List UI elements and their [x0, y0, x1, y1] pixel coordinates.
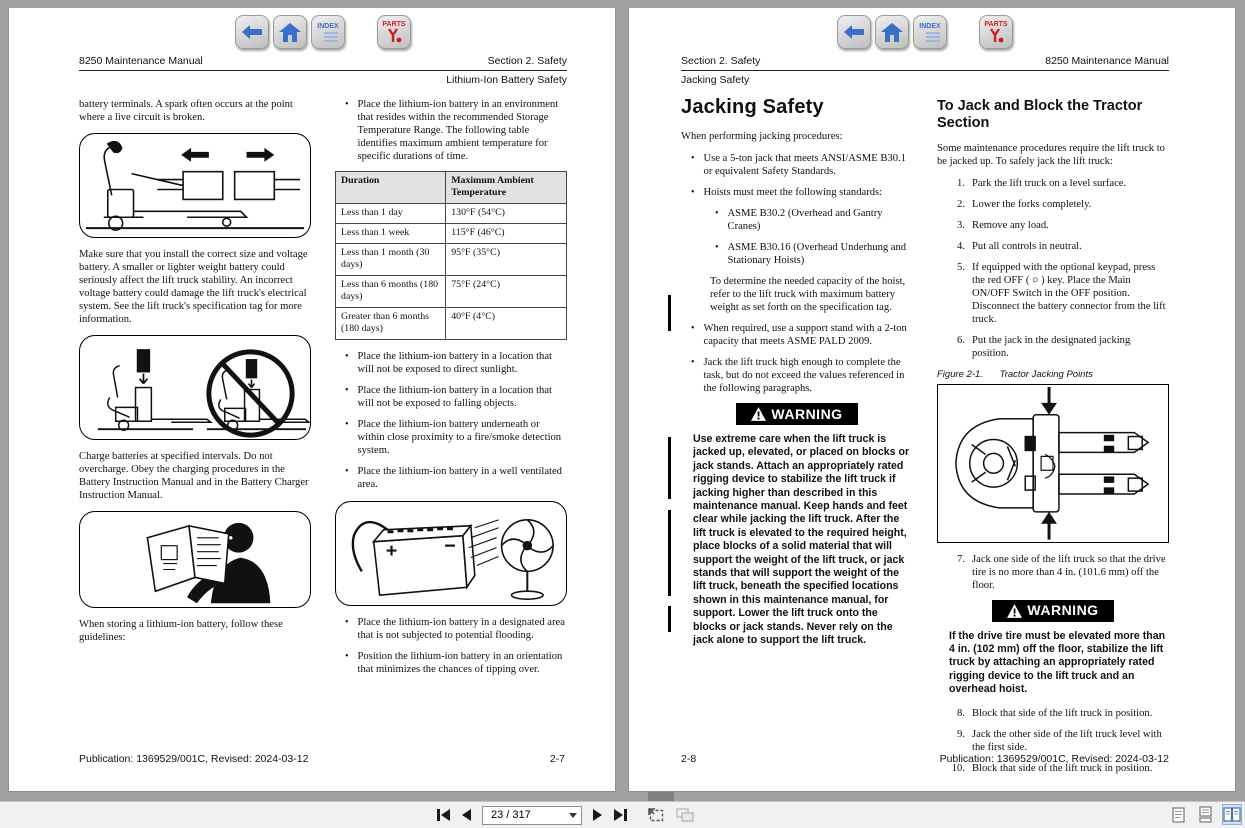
- page-nav-icon-row: [681, 8, 1169, 53]
- header-left: 8250 Maintenance Manual: [79, 55, 203, 67]
- back-button[interactable]: [837, 15, 871, 49]
- table-row: Less than 1 day 130°F (54°C): [336, 204, 567, 224]
- change-bar: [668, 606, 671, 632]
- footer-publication: Publication: 1369529/001C, Revised: 2024-03-12: [939, 753, 1169, 765]
- paragraph: Some maintenance procedures require the lift truck to be jacked up. To safely jack the lift truck:: [937, 143, 1165, 167]
- new-window-icon: [647, 807, 664, 822]
- numbered-step: 9. Jack the other side of the lift truck level with the first side.: [957, 728, 1162, 753]
- header-left: Section 2. Safety: [681, 55, 761, 67]
- right-page-column-1: [681, 94, 913, 783]
- parts-icon: [385, 28, 403, 44]
- page-number-input[interactable]: [482, 806, 582, 825]
- warning-text: Use extreme care when the lift truck is jacked up, elevated, or placed on blocks or jack stands. Attach an appropriately rated rigging device to stabilize the lift truck if jacking higher than described in this maintenance manual. Keep hands and feet clear while jacking the lift truck. After the lift truck is elevated to the required height, place blocks of a solid material that will support the weight of the lift truck, or jack stands that will support the weight of the lift truck, beneath the specified locations shown in this maintenance manual, for support. Lower the lift truck onto the blocks or jack stands. Never rely on the jack alone to support the lift truck.: [693, 433, 910, 647]
- page-footer: [629, 753, 1235, 765]
- bullet-item: • Hoists must meet the following standards:: [691, 186, 913, 199]
- header-right: 8250 Maintenance Manual: [1045, 55, 1169, 67]
- warning-label: WARNING: [771, 405, 843, 422]
- numbered-step: 3. Remove any load.: [957, 220, 1049, 231]
- paragraph: Charge batteries at specified intervals. Do not overcharge. Obey the charging procedures in the Battery Instruction Manual and in the Battery Charger Instruction Manual.: [79, 451, 309, 502]
- bullet-item: • Place the lithium-ion battery in an environment that resides within the recommended Storage Temperature Range. The following table identifies maximum ambient temperature for specific durations of time.: [345, 98, 567, 163]
- footer-page-number: 2-7: [549, 753, 565, 765]
- two-page-view-button[interactable]: [1222, 804, 1242, 825]
- page-subheader: Lithium-Ion Battery Safety: [446, 74, 567, 86]
- page-navigation-group: [436, 805, 695, 824]
- bullet-item: • Position the lithium-ion battery in an orientation that minimizes the chances of tipping over.: [345, 650, 567, 676]
- bullet-item: • When required, use a support stand with a 2-ton capacity that meets ASME PALD 2009.: [691, 322, 913, 348]
- numbered-step: 7. Jack one side of the lift truck so that the drive tire is no more than 4 in. (101.6 mm) off the floor.: [957, 553, 1166, 591]
- table-row: Greater than 6 months (180 days) 40°F (4°C): [336, 308, 567, 340]
- bullet-item-sub: • ASME B30.2 (Overhead and Gantry Cranes): [715, 207, 913, 233]
- continuous-view-button[interactable]: [1195, 804, 1215, 825]
- change-bar: [668, 295, 671, 331]
- page-layout-group: [1168, 804, 1242, 825]
- bullet-item: • Place the lithium-ion battery in a location that will not be exposed to direct sunlight.: [345, 350, 567, 376]
- index-button[interactable]: [311, 15, 345, 49]
- warning-triangle-icon: [1007, 604, 1022, 618]
- header-right: Section 2. Safety: [487, 55, 567, 67]
- table-header-duration: Duration: [336, 172, 446, 204]
- back-arrow-icon: [843, 24, 865, 40]
- page-footer: [9, 753, 615, 765]
- figure-battery-ventilation: [335, 501, 567, 606]
- bullet-item: • Use a 5-ton jack that meets ANSI/ASME B30.1 or equivalent Safety Standards.: [691, 152, 913, 178]
- change-bar: [668, 437, 671, 499]
- storage-temperature-table: [335, 171, 567, 340]
- figure-caption-text: Tractor Jacking Points: [999, 369, 1093, 380]
- tractor-top-view-illustration: [938, 385, 1168, 542]
- home-icon: [279, 23, 301, 42]
- numbered-step: 5. If equipped with the optional keypad, press the red OFF ( ○ ) key. Place the Main ON/OFF Switch in the OFF position. Disconnect the battery connector from the lift truck.: [957, 262, 1166, 325]
- left-page-column-2: [335, 98, 567, 684]
- table-row: Less than 6 months (180 days) 75°F (24°C): [336, 276, 567, 308]
- index-list-icon: [920, 30, 940, 42]
- first-page-button[interactable]: [436, 808, 451, 822]
- warning-label: WARNING: [1027, 602, 1099, 619]
- bullet-item: • Place the lithium-ion battery in a location that will not be exposed to falling objects.: [345, 384, 567, 410]
- paragraph: When performing jacking procedures:: [681, 131, 843, 142]
- single-page-view-button[interactable]: [1168, 804, 1188, 825]
- bullet-item-sub: • ASME B30.16 (Overhead Underhung and Stationary Hoists): [715, 241, 913, 267]
- figure-wrong-battery-prohibited: [79, 335, 311, 440]
- bullet-item: • Place the lithium-ion battery underneath or within close proximity to a fire/smoke detection system.: [345, 418, 567, 457]
- footer-page-number: 2-8: [681, 753, 697, 765]
- paragraph: When storing a lithium-ion battery, follow these guidelines:: [79, 619, 283, 644]
- index-button[interactable]: [913, 15, 947, 49]
- facing-pages-icon: [1223, 807, 1241, 823]
- new-window-button[interactable]: [646, 806, 665, 823]
- home-button[interactable]: [273, 15, 307, 49]
- table-row: Less than 1 week 115°F (46°C): [336, 224, 567, 244]
- figure-tractor-jacking-points: [937, 384, 1169, 543]
- numbered-step: 1. Park the lift truck on a level surface.: [957, 178, 1127, 189]
- parts-button[interactable]: [979, 15, 1013, 49]
- home-icon: [881, 23, 903, 42]
- parts-icon: [987, 28, 1005, 44]
- figure-caption: [937, 368, 1169, 381]
- warning-banner: [736, 403, 858, 425]
- paragraph: battery terminals. A spark often occurs at the point where a live circuit is broken.: [79, 99, 293, 123]
- numbered-step: 6. Put the jack in the designated jacking position.: [957, 335, 1131, 359]
- continuous-pages-icon: [1199, 806, 1212, 823]
- home-button[interactable]: [875, 15, 909, 49]
- parts-button[interactable]: [377, 15, 411, 49]
- subsection-title: To Jack and Block the Tractor Section: [937, 98, 1143, 131]
- numbered-step: 4. Put all controls in neutral.: [957, 241, 1082, 252]
- back-button[interactable]: [235, 15, 269, 49]
- pdf-page-left: [8, 8, 616, 792]
- footer-publication: Publication: 1369529/001C, Revised: 2024-03-12: [79, 753, 309, 765]
- pdf-page-right: [628, 8, 1236, 792]
- warning-triangle-icon: [751, 407, 766, 421]
- horizontal-scrollbar-thumb[interactable]: [648, 792, 674, 801]
- page-number-box: [482, 805, 582, 824]
- duplicate-view-button[interactable]: [675, 807, 695, 823]
- numbered-step: 8. Block that side of the lift truck in position.: [957, 707, 1153, 719]
- duplicate-view-icon: [676, 808, 694, 822]
- next-page-button[interactable]: [592, 808, 603, 822]
- table-row: Less than 1 month (30 days) 95°F (35°C): [336, 244, 567, 276]
- previous-page-button[interactable]: [461, 808, 472, 822]
- page-header: [79, 55, 567, 71]
- battery-install-prohibition-illustration: [80, 336, 310, 439]
- change-bar: [668, 510, 671, 596]
- numbered-step: 2. Lower the forks completely.: [957, 199, 1092, 210]
- viewer-bottom-toolbar: [0, 801, 1245, 828]
- warning-banner: [992, 600, 1114, 622]
- figure-battery-disconnect-spark: [79, 133, 311, 238]
- single-page-icon: [1172, 807, 1185, 823]
- paragraph: Make sure that you install the correct size and voltage battery. A smaller or lighter weight battery could seriously affect the lift truck stability. An incorrect voltage battery could damage the lift truck's electrical system. See the lift truck's specification tag for more information.: [79, 249, 308, 326]
- bullet-item: • Place the lithium-ion battery in a well ventilated area.: [345, 465, 567, 491]
- page-header: [681, 55, 1169, 71]
- parts-button-label: PARTS: [382, 20, 406, 28]
- person-reading-manual-illustration: [80, 512, 310, 607]
- numbered-step: 10. Block that side of the lift truck in position.: [951, 762, 1153, 774]
- index-list-icon: [318, 30, 338, 42]
- index-button-label: INDEX: [919, 22, 941, 30]
- left-page-column-1: [79, 98, 311, 684]
- index-button-label: INDEX: [317, 22, 339, 30]
- figure-read-manual: [79, 511, 311, 608]
- parts-button-label: PARTS: [984, 20, 1008, 28]
- pallet-truck-spark-illustration: [80, 134, 310, 237]
- warning-text: If the drive tire must be elevated more than 4 in. (102 mm) off the floor, stabilize the lift truck by attaching an appropriately rated rigging device to the lift truck and an overhead hoist.: [949, 629, 1166, 696]
- paragraph: To determine the needed capacity of the hoist, refer to the lift truck with maximum battery weight as set forth on the specification tag.: [710, 276, 906, 313]
- section-title: Jacking Safety: [681, 96, 824, 118]
- bullet-item: • Jack the lift truck high enough to complete the task, but do not exceed the values referenced in the following paragraphs.: [691, 356, 913, 395]
- page-subheader: Jacking Safety: [681, 74, 750, 86]
- page-nav-icon-row: [79, 8, 567, 53]
- last-page-button[interactable]: [613, 808, 628, 822]
- bullet-item: • Place the lithium-ion battery in a designated area that is not subjected to potential flooding.: [345, 616, 567, 642]
- table-header-temperature: Maximum Ambient Temperature: [446, 172, 567, 204]
- right-page-column-2: [937, 94, 1169, 783]
- figure-label: Figure 2-1.: [937, 369, 983, 380]
- back-arrow-icon: [241, 24, 263, 40]
- battery-and-fan-illustration: [336, 502, 566, 605]
